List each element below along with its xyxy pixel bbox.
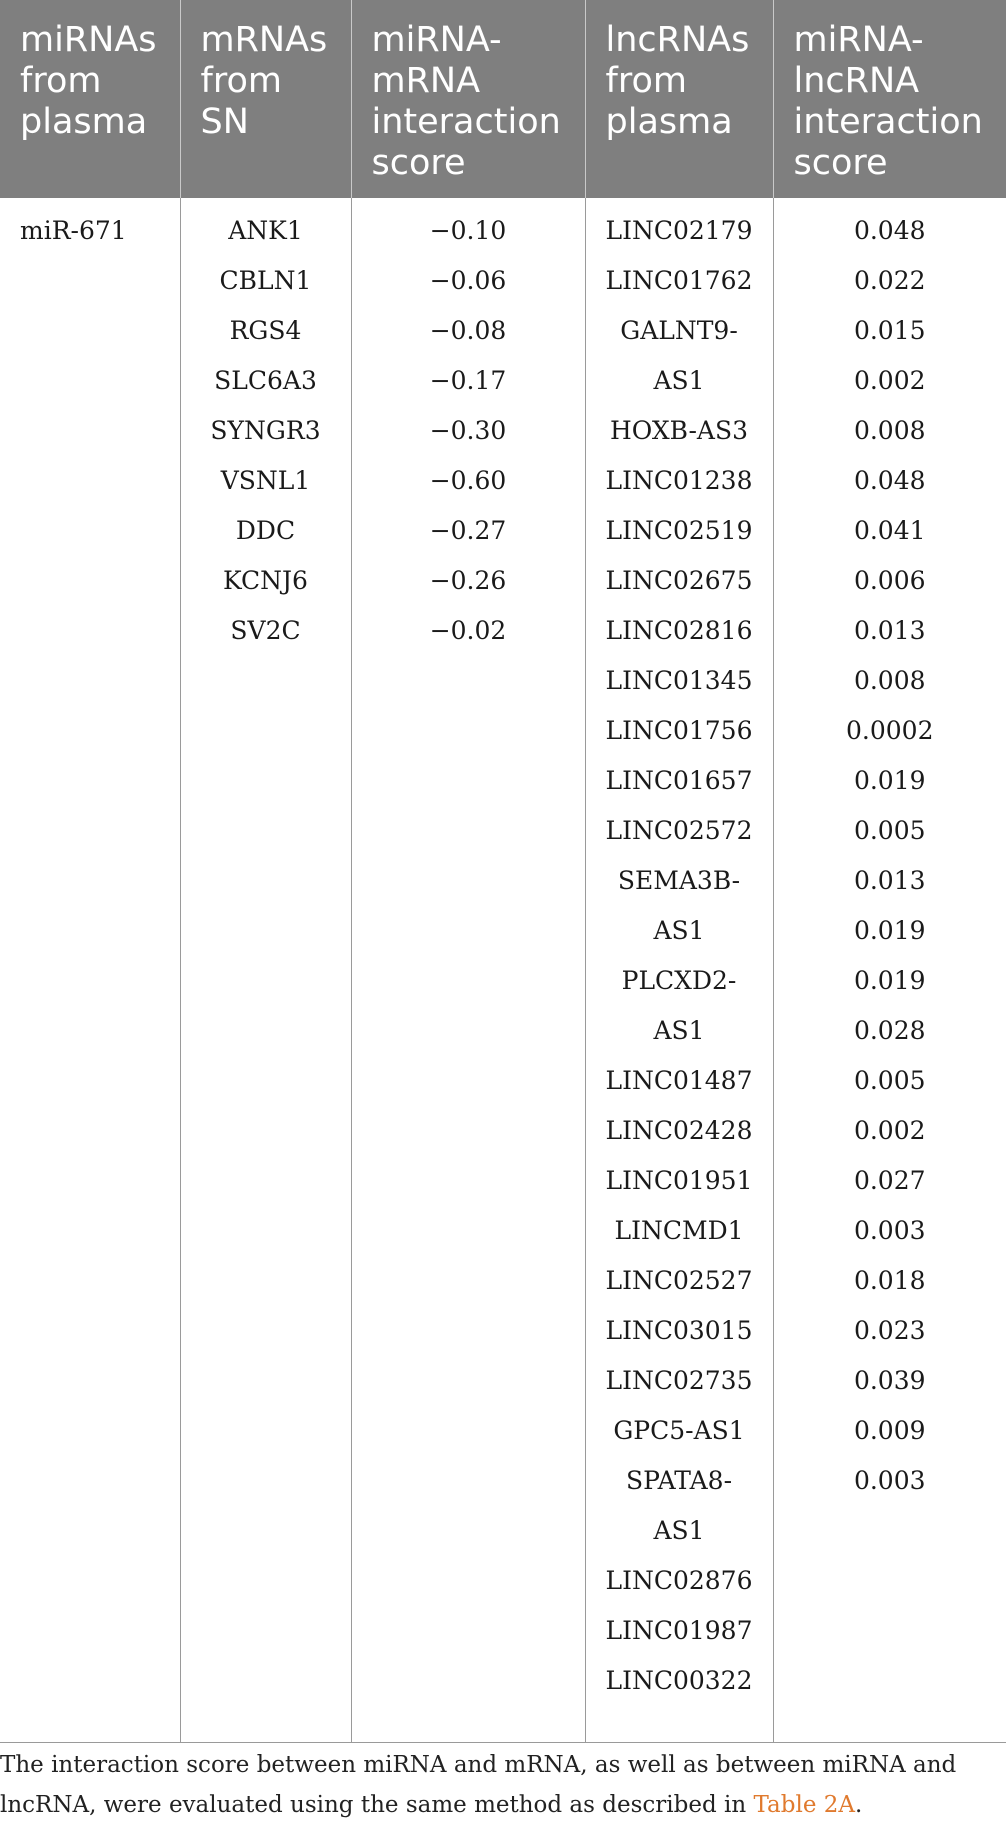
- lncrna-item: LINC01487: [586, 1066, 773, 1116]
- mrna-item: SYNGR3: [181, 416, 351, 466]
- lncrna-item: LINC01987: [586, 1616, 773, 1666]
- mirna-lncrna-score-item: 0.008: [774, 666, 1006, 716]
- header-row: [0, 0, 1006, 198]
- mirna-mrna-score-item: −0.30: [352, 416, 585, 466]
- lncrna-item: AS1: [586, 366, 773, 416]
- mrna-item: ANK1: [181, 216, 351, 266]
- mirna-lncrna-score-item: 0.005: [774, 816, 1006, 866]
- lncrna-item: AS1: [586, 1516, 773, 1566]
- mirna-mrna-score-item: −0.60: [352, 466, 585, 516]
- mirna-lncrna-score-item: 0.003: [774, 1466, 1006, 1516]
- lncrna-item: LINC01756: [586, 716, 773, 766]
- lncrna-item: LINC02179: [586, 216, 773, 266]
- lncrna-item: HOXB-AS3: [586, 416, 773, 466]
- lncrna-item: LINC02675: [586, 566, 773, 616]
- lncrna-item: SPATA8-: [586, 1466, 773, 1516]
- lncrna-item: LINC02572: [586, 816, 773, 866]
- mirna-mrna-score-item: −0.02: [352, 616, 585, 666]
- mirna-lncrna-score-item: 0.013: [774, 866, 1006, 916]
- lncrna-item: LINC01762: [586, 266, 773, 316]
- mirna-lncrna-score-item: 0.005: [774, 1066, 1006, 1116]
- mirna-lncrna-score-item: 0.048: [774, 216, 1006, 266]
- lncrna-item: GPC5-AS1: [586, 1416, 773, 1466]
- lncrna-item: LINC00322: [586, 1666, 773, 1716]
- lncrna-item: GALNT9-: [586, 316, 773, 366]
- lncrna-item: LINCMD1: [586, 1216, 773, 1266]
- mirna-lncrna-score-item: 0.013: [774, 616, 1006, 666]
- mirna-lncrna-score-item: 0.008: [774, 416, 1006, 466]
- mirna-lncrna-score-item: 0.0002: [774, 716, 1006, 766]
- mirna-lncrna-score-item: 0.028: [774, 1016, 1006, 1066]
- lncrna-item: LINC02428: [586, 1116, 773, 1166]
- footnote-period: .: [855, 1792, 862, 1818]
- col-header-mirna-lncrna-score: miRNA-lncRNA interaction score: [773, 0, 1006, 198]
- col-header-mirnas: miRNAs from plasma: [0, 0, 180, 198]
- lncrna-item: LINC01238: [586, 466, 773, 516]
- lncrnas-cell: [585, 198, 773, 1742]
- lncrna-item: LINC02735: [586, 1366, 773, 1416]
- mrna-item: RGS4: [181, 316, 351, 366]
- mirna-mrna-score-item: −0.26: [352, 566, 585, 616]
- mirna-lncrna-score-item: 0.019: [774, 766, 1006, 816]
- mirna-lncrna-score-item: 0.002: [774, 1116, 1006, 1166]
- mrna-item: SLC6A3: [181, 366, 351, 416]
- lncrna-item: LINC02816: [586, 616, 773, 666]
- lncrna-item: LINC01345: [586, 666, 773, 716]
- mirna-mrna-score-item: −0.10: [352, 216, 585, 266]
- mrnas-cell: [180, 198, 351, 1742]
- mirna-lncrna-score-item: 0.048: [774, 466, 1006, 516]
- mirna-mrna-score-cell: [351, 198, 585, 1742]
- table-2a-link[interactable]: Table 2A: [753, 1792, 855, 1818]
- lncrna-item: LINC01951: [586, 1166, 773, 1216]
- mirna-lncrna-score-item: 0.027: [774, 1166, 1006, 1216]
- lncrna-item: LINC02519: [586, 516, 773, 566]
- footnote-text: The interaction score between miRNA and mRNA, as well as between miRNA and lncRNA, were evaluated using the same method as described in: [0, 1752, 956, 1818]
- mrna-item: CBLN1: [181, 266, 351, 316]
- col-header-lncrnas: lncRNAs from plasma: [585, 0, 773, 198]
- mrna-item: SV2C: [181, 616, 351, 666]
- mirna-mrna-score-item: −0.17: [352, 366, 585, 416]
- mrna-item: VSNL1: [181, 466, 351, 516]
- col-header-mirna-mrna-score: miRNA-mRNA interaction score: [351, 0, 585, 198]
- lncrna-item: AS1: [586, 1016, 773, 1066]
- mirna-item: miR-671: [20, 216, 180, 266]
- lncrna-item: SEMA3B-: [586, 866, 773, 916]
- lncrna-item: PLCXD2-: [586, 966, 773, 1016]
- mirna-lncrna-score-item: 0.002: [774, 366, 1006, 416]
- mirna-lncrna-score-item: 0.019: [774, 916, 1006, 966]
- lncrna-item: AS1: [586, 916, 773, 966]
- mirna-mrna-score-item: −0.27: [352, 516, 585, 566]
- mirnas-cell: [0, 198, 180, 1742]
- col-header-mrnas: mRNAs from SN: [180, 0, 351, 198]
- mirna-lncrna-score-item: 0.039: [774, 1366, 1006, 1416]
- mirna-lncrna-score-item: 0.003: [774, 1216, 1006, 1266]
- table-row: [0, 198, 1006, 1742]
- mirna-lncrna-score-item: 0.023: [774, 1316, 1006, 1366]
- mirna-lncrna-score-item: 0.019: [774, 966, 1006, 1016]
- mirna-lncrna-score-cell: [773, 198, 1006, 1742]
- mrna-item: DDC: [181, 516, 351, 566]
- lncrna-item: LINC02876: [586, 1566, 773, 1616]
- mirna-lncrna-score-item: 0.015: [774, 316, 1006, 366]
- mirna-lncrna-score-item: 0.041: [774, 516, 1006, 566]
- lncrna-item: LINC01657: [586, 766, 773, 816]
- lncrna-item: LINC02527: [586, 1266, 773, 1316]
- mirna-lncrna-score-item: 0.009: [774, 1416, 1006, 1466]
- mrna-item: KCNJ6: [181, 566, 351, 616]
- mirna-lncrna-score-item: 0.018: [774, 1266, 1006, 1316]
- mirna-mrna-score-item: −0.06: [352, 266, 585, 316]
- mirna-lncrna-score-item: 0.006: [774, 566, 1006, 616]
- mirna-lncrna-score-item: 0.022: [774, 266, 1006, 316]
- lncrna-item: LINC03015: [586, 1316, 773, 1366]
- table-footnote: [0, 1745, 990, 1825]
- mirna-mrna-score-item: −0.08: [352, 316, 585, 366]
